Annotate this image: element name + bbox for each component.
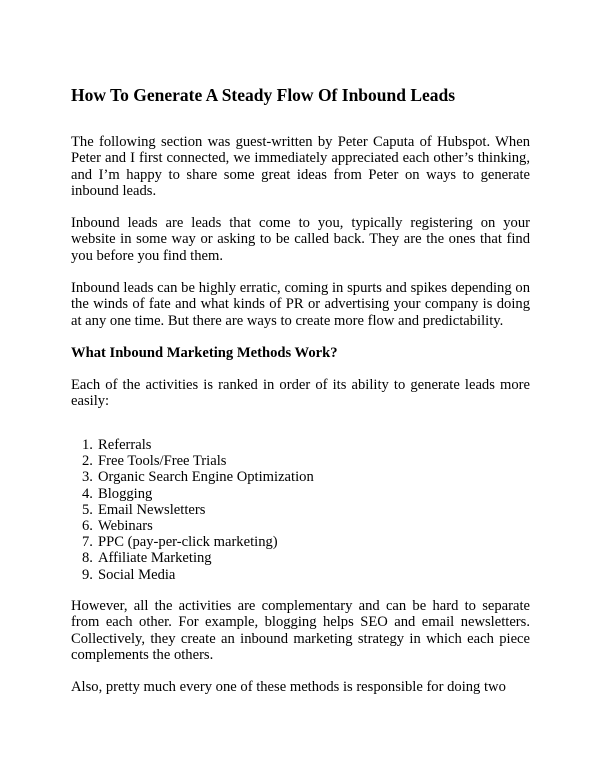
closing-paragraph-1: However, all the activities are complementary and can be hard to separate from each other. For example, blogging helps SEO and email newsletters. Collectively, they create an inbound marketing strategy in which each piece complements the others.	[71, 598, 530, 663]
list-label: PPC (pay-per-click marketing)	[98, 534, 278, 551]
intro-paragraph-1: The following section was guest-written by Peter Caputa of Hubspot. When Peter and I first connected, we immediately appreciated each other’s thinking, and I’m happy to share some great ideas from Peter on ways to generate inbound leads.	[71, 134, 530, 199]
list-label: Organic Search Engine Optimization	[98, 469, 314, 486]
intro-paragraph-3: Inbound leads can be highly erratic, coming in spurts and spikes depending on the winds of fate and what kinds of PR or advertising your company is doing at any one time. But there are ways to create more flow and predictability.	[71, 280, 530, 329]
ranking-intro: Each of the activities is ranked in order of its ability to generate leads more easily:	[71, 377, 530, 410]
list-label: Email Newsletters	[98, 501, 206, 518]
page-title: How To Generate A Steady Flow Of Inbound Leads	[71, 85, 456, 105]
list-label: Blogging	[98, 485, 153, 502]
list-number: 1.	[82, 437, 93, 453]
list-label: Webinars	[98, 518, 153, 535]
list-number: 2.	[82, 453, 93, 470]
list-item	[71, 437, 314, 453]
list-item	[71, 502, 314, 518]
list-number: 8.	[82, 550, 93, 567]
list-label: Free Tools/Free Trials	[98, 453, 227, 470]
list-item	[71, 486, 314, 502]
list-label: Affiliate Marketing	[98, 550, 212, 567]
list-number: 3.	[82, 469, 93, 486]
list-item	[71, 453, 314, 469]
list-item	[71, 550, 314, 566]
methods-list	[71, 437, 314, 583]
intro-paragraph-2: Inbound leads are leads that come to you, typically registering on your website in some way or asking to be called back. They are the ones that find you before you find them.	[71, 215, 530, 264]
section-heading: What Inbound Marketing Methods Work?	[71, 345, 338, 361]
list-item	[71, 518, 314, 534]
list-number: 6.	[82, 518, 93, 535]
list-item	[71, 567, 314, 583]
list-number: 4.	[82, 485, 93, 502]
list-item	[71, 534, 314, 550]
list-label: Referrals	[98, 437, 152, 453]
list-item	[71, 469, 314, 485]
closing-paragraph-2: Also, pretty much every one of these methods is responsible for doing two	[71, 679, 506, 695]
list-label: Social Media	[98, 566, 176, 583]
list-number: 9.	[82, 566, 93, 583]
list-number: 5.	[82, 501, 93, 518]
list-number: 7.	[82, 534, 93, 551]
